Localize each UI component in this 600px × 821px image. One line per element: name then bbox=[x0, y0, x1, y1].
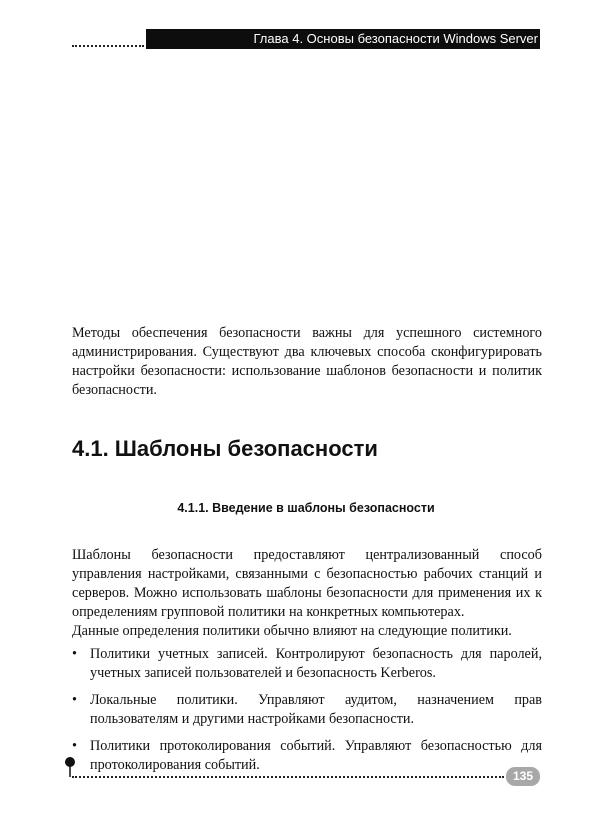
running-header: Глава 4. Основы безопасности Windows Server bbox=[146, 29, 540, 49]
bullet-icon: • bbox=[72, 738, 77, 754]
pin-marker-icon bbox=[64, 756, 76, 778]
header-dotted-rule bbox=[72, 45, 144, 47]
body-paragraph-2: Данные определения политики обычно влияют на следующие политики. bbox=[72, 623, 512, 639]
list-item bbox=[72, 691, 542, 729]
list-item bbox=[72, 737, 542, 775]
list-item-text: Политики учетных записей. Контролируют безопасность для паролей, учетных записей пользователей и безопасность Kerberos. bbox=[90, 646, 542, 681]
footer-dotted-rule bbox=[72, 776, 504, 778]
bullet-icon: • bbox=[72, 646, 77, 662]
policy-list bbox=[72, 645, 542, 783]
list-item-text: Политики протоколирования событий. Управляют безопасностью для протоколирования событий. bbox=[90, 738, 542, 773]
body-paragraph-1: Шаблоны безопасности предоставляют централизованный способ управления настройками, связанными с безопасностью рабочих станций и серверов. Можно использовать шаблоны безопасности для применения их к определениям групповой политики на конкретных компьютерах. bbox=[72, 547, 542, 620]
bullet-icon: • bbox=[72, 692, 77, 708]
intro-paragraph: Методы обеспечения безопасности важны для успешного системного администрирования. Существуют два ключевых способа сконфигурировать настройки безопасности: использование шаблонов безопасности и политик безопасности. bbox=[72, 325, 542, 398]
list-item-text: Локальные политики. Управляют аудитом, назначением прав пользователям и другими настройками безопасности. bbox=[90, 692, 542, 727]
section-heading: 4.1. Шаблоны безопасности bbox=[72, 436, 378, 461]
subsection-heading: 4.1.1. Введение в шаблоны безопасности bbox=[177, 501, 435, 515]
page-number-badge: 135 bbox=[506, 767, 540, 786]
list-item bbox=[72, 645, 542, 683]
